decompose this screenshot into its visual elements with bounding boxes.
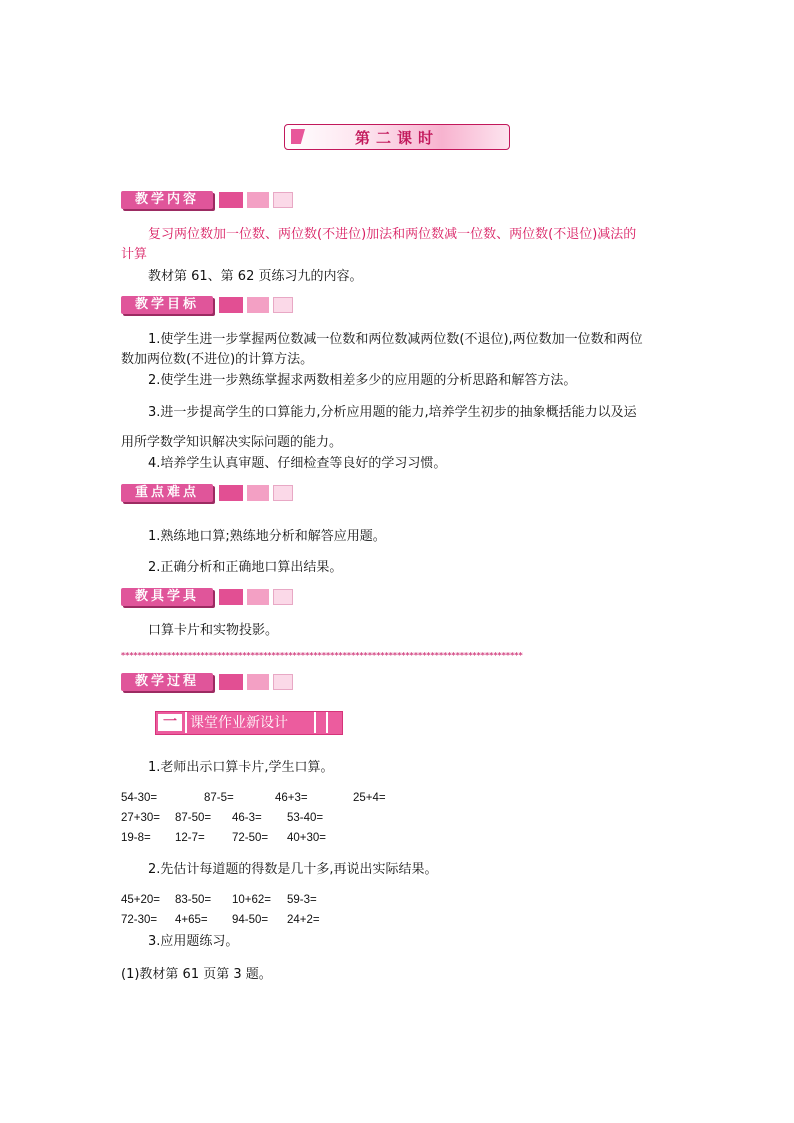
- section-header-process: [121, 673, 301, 691]
- decor-square: [247, 485, 269, 501]
- goal-line: 数加两位数(不进位)的计算方法。: [121, 352, 314, 367]
- section-header-content: [121, 191, 301, 209]
- section-header-key-points: [121, 484, 301, 502]
- decor-square: [219, 674, 243, 690]
- equation: 87-50=: [175, 812, 212, 824]
- equation: 59-3=: [287, 894, 317, 906]
- goal-line: 4.培养学生认真审题、仔细检查等良好的学习习惯。: [148, 456, 447, 471]
- key-point-line: 2.正确分析和正确地口算出结果。: [148, 560, 343, 575]
- subsection-title: 课堂作业新设计: [190, 715, 288, 731]
- divider: [326, 712, 328, 733]
- equation: 40+30=: [287, 832, 327, 844]
- star-separator: ************************************************************************************************: [121, 651, 523, 660]
- process-step: 3.应用题练习。: [148, 934, 239, 949]
- subsection-header: [155, 711, 343, 735]
- content-line: 教材第 61、第 62 页练习九的内容。: [148, 269, 363, 284]
- section-header-goals: [121, 296, 301, 314]
- equation: 83-50=: [175, 894, 212, 906]
- decor-square: [273, 674, 293, 690]
- equation: 72-30=: [121, 914, 158, 926]
- equation: 27+30=: [121, 812, 161, 824]
- equation: 46-3=: [232, 812, 262, 824]
- divider: [185, 712, 187, 733]
- decor-square: [247, 674, 269, 690]
- process-step: (1)教材第 61 页第 3 题。: [121, 967, 272, 982]
- key-point-line: 1.熟练地口算;熟练地分析和解答应用题。: [148, 529, 386, 544]
- goal-line: 2.使学生进一步熟练掌握求两数相差多少的应用题的分析思路和解答方法。: [148, 373, 577, 388]
- section-header-tools: [121, 588, 301, 606]
- decor-square: [273, 192, 293, 208]
- equation: 45+20=: [121, 894, 161, 906]
- equation: 46+3=: [275, 792, 308, 804]
- section-label: 教具学具: [121, 588, 213, 606]
- lesson-title: 第二课时: [354, 129, 439, 147]
- equation: 94-50=: [232, 914, 269, 926]
- decor-square: [247, 297, 269, 313]
- decor-square: [247, 192, 269, 208]
- section-label: 教学目标: [121, 296, 213, 314]
- process-step: 2.先估计每道题的得数是几十多,再说出实际结果。: [148, 862, 438, 877]
- subsection-number: 一: [158, 714, 182, 731]
- content-line: 计算: [121, 247, 148, 262]
- decor-square: [219, 297, 243, 313]
- equation: 87-5=: [204, 792, 234, 804]
- tools-line: 口算卡片和实物投影。: [148, 623, 279, 638]
- decor-square: [219, 485, 243, 501]
- equation: 53-40=: [287, 812, 324, 824]
- goal-line: 用所学数学知识解决实际问题的能力。: [121, 435, 343, 450]
- divider: [314, 712, 316, 733]
- equation: 54-30=: [121, 792, 158, 804]
- decor-square: [219, 192, 243, 208]
- section-label: 教学过程: [121, 673, 213, 691]
- equation: 19-8=: [121, 832, 151, 844]
- equation: 25+4=: [353, 792, 386, 804]
- content-line: 复习两位数加一位数、两位数(不进位)加法和两位数减一位数、两位数(不退位)减法的: [148, 227, 637, 242]
- equation: 12-7=: [175, 832, 205, 844]
- lesson-title-banner: [284, 124, 510, 150]
- equation: 4+65=: [175, 914, 208, 926]
- decor-square: [247, 589, 269, 605]
- section-label: 重点难点: [121, 484, 213, 502]
- decor-square: [219, 589, 243, 605]
- decor-square: [273, 485, 293, 501]
- equation: 72-50=: [232, 832, 269, 844]
- process-step: 1.老师出示口算卡片,学生口算。: [148, 760, 334, 775]
- section-label: 教学内容: [121, 191, 213, 209]
- decor-square: [273, 589, 293, 605]
- equation: 10+62=: [232, 894, 272, 906]
- decor-square: [273, 297, 293, 313]
- goal-line: 1.使学生进一步掌握两位数减一位数和两位数减两位数(不退位),两位数加一位数和两位: [148, 332, 643, 347]
- equation: 24+2=: [287, 914, 320, 926]
- goal-line: 3.进一步提高学生的口算能力,分析应用题的能力,培养学生初步的抽象概括能力以及运: [148, 405, 637, 420]
